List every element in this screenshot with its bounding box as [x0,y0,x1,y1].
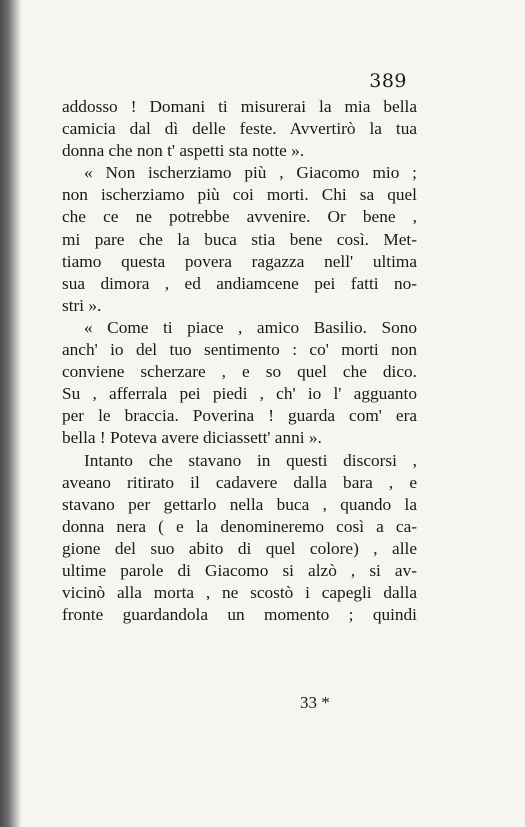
text-line: stavano per gettarlo nella buca , quando la [62,494,417,514]
text-line: donna nera ( e la denomineremo così a ca- [62,516,417,536]
text-line: conviene scherzare , e so quel che dico. [62,362,417,382]
text-line: Intanto che stavano in questi discorsi , [84,450,417,470]
text-line: anch' io del tuo sentimento : co' morti non [62,340,417,360]
text-line: « Come ti piace , amico Basilio. Sono [84,317,417,337]
text-line: vicinò alla morta , ne scostò i capegli dalla [62,583,417,603]
body-text [62,96,417,626]
page-number: 389 [369,70,407,92]
text-line: stri ». [62,295,102,315]
text-line: aveano ritirato il cadavere dalla bara , e [62,472,417,492]
text-line: non ischerziamo più coi morti. Chi sa quel [62,185,417,205]
text-line: camicia dal dì delle feste. Avvertirò la tua [62,119,417,139]
text-line: mi pare che la buca stia bene così. Met- [62,229,417,249]
text-line: sua dimora , ed andiamcene pei fatti no- [62,273,417,293]
text-line: Su , afferrala pei piedi , ch' io l' agguanto [62,384,417,404]
text-line: ultime parole di Giacomo si alzò , si av- [62,560,417,580]
text-line: donna che non t' aspetti sta notte ». [62,141,305,161]
text-line: tiamo questa povera ragazza nell' ultima [62,251,417,271]
text-line: per le braccia. Poverina ! guarda com' era [62,406,417,426]
text-line: che ce ne potrebbe avvenire. Or bene , [62,207,417,227]
text-line: bella ! Poteva avere diciassett' anni ». [62,428,322,448]
text-line: addosso ! Domani ti misurerai la mia bella [62,97,417,116]
signature-mark: 33 * [300,693,330,712]
text-line: gione del suo abito di quel colore) , alle [62,538,417,558]
text-line: « Non ischerziamo più , Giacomo mio ; [84,163,417,183]
page-binding-edge [0,0,22,827]
text-line: fronte guardandola un momento ; quindi [62,605,417,625]
